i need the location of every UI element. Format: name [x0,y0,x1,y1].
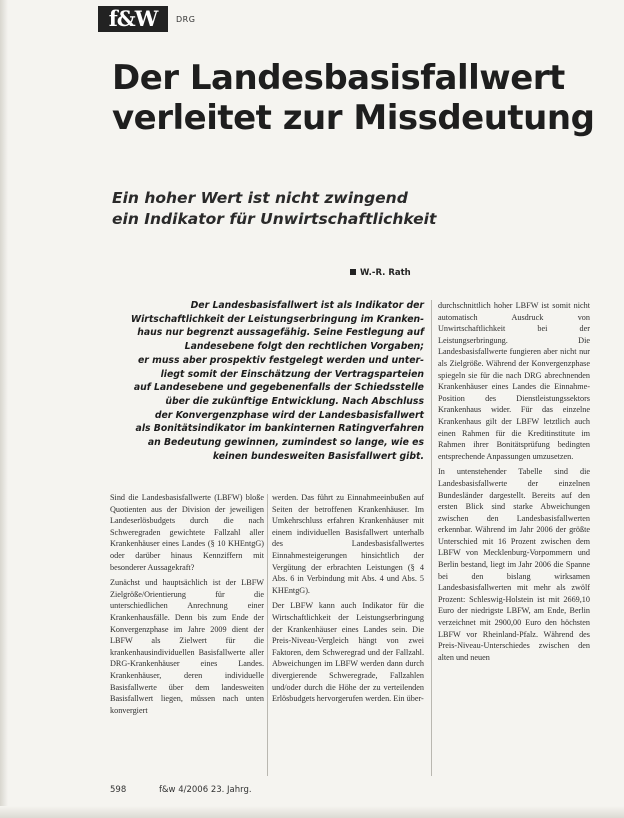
subtitle-line-1: Ein hoher Wert ist nicht zwingend [112,189,408,207]
column-divider [431,300,432,776]
lead-paragraph [112,299,424,463]
body-paragraph: Zunächst und hauptsächlich ist der LBFW Zielgröße/Orientierung für die unterschiedlichen Anrechnung einer Krankenhausfälle. Denn bis zum Ende der Konvergenzphase im Jahre 2009 dient der LBFW als Zielwert für die krankenhausindividuellen Basisfallwerte aller DRG-Krankenhäuser eines Landes. Krankenhäuser, deren individuelle Basisfallwerte über dem landesweiten Basisfallwert liegen, müssen nach unten konvergiert [110,578,264,715]
body-column-1 [110,492,264,720]
lead-line: keinen bundesweiten Basisfallwert gibt. [212,450,424,462]
author-byline [350,268,411,278]
section-tag: DRG [176,15,196,24]
bullet-square-icon [350,269,356,275]
lead-line: Wirtschaftlichkeit der Leistungserbringung im Kranken- [130,313,424,325]
title-line-1: Der Landesbasisfallwert [112,58,565,98]
body-paragraph: Sind die Landesbasisfallwerte (LBFW) bloße Quotienten aus der Division der jeweiligen Landeserlösbudgets durch die nach Schweregraden gewichtete Fallzahl aller Krankenhäuser eines Landes (§ 10 KHEntgG) oder darüber hinaus Kennziffern mit besonderer Aussagekraft? [110,493,264,572]
body-paragraph: Der LBFW kann auch Indikator für die Wirtschaftlichkeit der Leistungserbringung der Krankenhäuser eines Landes sein. Die Preis-Niveau-Vergleich hängt von zwei Faktoren, dem Schweregrad und der Fallzahl. Abweichungen im LBFW werden dann durch divergierende Schweregrade, Fallzahlen und/oder durch die Höhe der zu verteilenden Erlösbudgets hervorgerufen werden. Ein über- [272,601,424,704]
subtitle-line-2: ein Indikator für Unwirtschaftlichkeit [112,210,437,228]
body-paragraph: werden. Das führt zu Einnahmeeinbußen auf Seiten der betroffenen Krankenhäuser. Im Umkehrschluss erfahren Krankenhäuser mit einem individuellen Basisfallwert unterhalb des Landesbasisfallwertes Einnahmesteigerungen hinsichtlich der Vergütung der erbrachten Leistungen (§ 4 Abs. 6 in Verbindung mit Abs. 4 und Abs. 5 KHEntgG). [272,493,424,595]
lead-line: er muss aber prospektiv festgelegt werden und unter- [138,354,424,366]
scan-shadow-edge [0,0,8,818]
lead-line: Landesebene folgt den rechtlichen Vorgaben; [184,341,424,353]
journal-logo: f&W [98,6,168,32]
lead-line: liegt somit der Einschätzung der Vertragsparteien [160,368,424,380]
article-subtitle [112,188,572,230]
journal-issue: f&w 4/2006 23. Jahrg. [158,785,252,795]
page-number: 598 [110,785,127,795]
body-column-3 [438,300,590,667]
body-paragraph: durchschnittlich hoher LBFW ist somit nicht automatisch Ausdruck von Unwirtschaftlichkeit bei der Leistungserbringung. Die Landesbasisfallwerte fungieren aber nicht nur als Zielgröße. Während der Konvergenzphase spiegeln sie für die nach DRG abrechnenden Krankenhäuser eines Landes die Einnahme-Position des Dienstleistungssektors Krankenhaus wider. Für das einzelne Krankenhaus gilt der LBFW letztlich auch einen Rahmen für die Kreditinstitute im Rahmen ihrer Bonitätsprüfung bedingten entsprechende Anpassungen umzusetzen. [438,301,590,461]
lead-line: über die zukünftige Entwicklung. Nach Abschluss [165,395,424,407]
body-paragraph: In untenstehender Tabelle sind die Landesbasisfallwerte der einzelnen Bundesländer dargestellt. Bereits auf den ersten Blick sind starke Abweichungen zwischen den Landesbasisfallwerten erkennbar. Während im Jahr 2006 der größte Unterschied mit 16 Prozent zwischen dem LBFW von Mecklenburg-Vorpommern und Berlin bestand, liegt im Jahr 2006 die Spanne bei den bislang wirksamen Landesbasisfallwerten mit mehr als zwölf Prozent: Schleswig-Holstein ist mit 2669,10 Euro der niedrigste LBFW, am Ende, Berlin verzeichnet mit 2900,00 Euro den höchsten LBFW vor Rheinland-Pfalz. Während des Preis-Niveau-Unterschiedes zwischen den alten und neuen [438,467,590,662]
body-column-2 [272,492,424,709]
column-divider [267,494,268,776]
lead-line: der Konvergenzphase wird der Landesbasisfallwert [154,409,424,421]
page-footer [110,785,252,795]
lead-line: haus nur begrenzt aussagefähig. Seine Festlegung auf [137,327,424,339]
scan-shadow-bottom [0,806,624,818]
lead-line: Der Landesbasisfallwert ist als Indikator der [190,300,424,311]
article-title [112,58,602,138]
lead-line: an Bedeutung gewinnen, zumindest so lange, wie es [147,437,424,449]
author-name: W.-R. Rath [360,268,411,278]
title-line-2: verleitet zur Missdeutung [112,98,595,138]
lead-line: auf Landesebene und gegebenenfalls der Schiedsstelle [133,382,424,394]
lead-line: als Bonitätsindikator im bankinternen Ratingverfahren [135,423,424,435]
